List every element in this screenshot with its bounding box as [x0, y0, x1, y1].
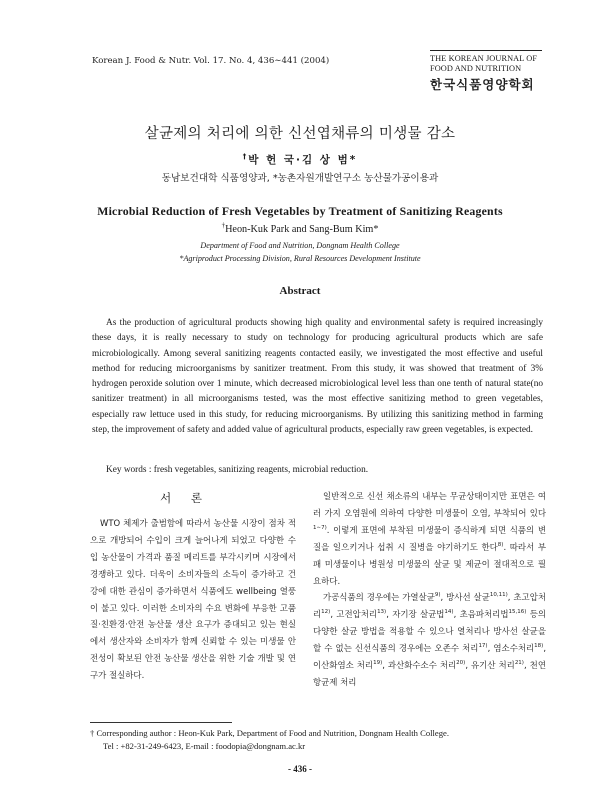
section-heading-introduction: 서 론	[160, 491, 210, 505]
text-run: , 유기산 처리	[465, 660, 515, 671]
citation: 10,11)	[489, 592, 508, 599]
affiliation-english-1: Department of Food and Nutrition, Dongnam Health College	[200, 241, 400, 250]
intro-left-column: WTO 체제가 출범함에 따라서 농산물 시장이 점차 적으로 개방되어 수입이 크게 늘어나게 되었고 다양한 수입 농산물이 가격과 품질 메리트를 부각시키며 시장에서 경쟁하고 있다. 더욱이 소비자들의 소득이 증가하고 건강에 대한 관심이 증가하면서 식품에도 wellbeing 열풍이 불고 있다. 이러한 소비자의 수요 변화에 부응한 고품질·친환경·안전 농산물 생산 요구가 증대되고 있는 현실에서 생산자와 소비자가 함께 신뢰할 수 있는 미생물 안전성이 확보된 안전 농산물 생산을 위한 기술 개발 및 연구가 절실하다.	[90, 518, 296, 681]
citation: 21)	[514, 660, 524, 667]
keywords: Key words : fresh vegetables, sanitizing reagents, microbial reduction.	[106, 465, 369, 475]
text-run: . 따라서 부패 미생물이나 병원성 미생물의 살균 및 제균이 절대적으로 필요하다.	[313, 541, 546, 586]
citation: 14)	[444, 609, 454, 616]
footnote-author: Corresponding author : Heon-Kuk Park, Department of Food and Nutrition, Dongnam Health College.	[96, 728, 449, 738]
title-english: Microbial Reduction of Fresh Vegetables by Treatment of Sanitizing Reagents	[97, 204, 503, 218]
text-run: , 과산화수소수 처리	[382, 660, 457, 671]
citation: 18)	[534, 643, 544, 650]
citation: 8)	[497, 541, 504, 548]
citation: 9)	[434, 592, 441, 599]
footnote-rule	[90, 722, 232, 723]
journal-citation: Korean J. Food & Nutr. Vol. 17. No. 4, 436∼441 (2004)	[92, 56, 330, 66]
abstract-text: As the production of agricultural products showing high quality and environmental safety is required increasingly these days, it is really necessary to study on technology for producing agricultural products which are safe microbiologically. Among several sanitizing reagents contacted easily, we investigated the most effective and useful method for reducing microorganisms by sanitizer treatment. From this study, it was showed that treatment of 3% hydrogen peroxide solution over 1 minute, which decreased microbiological level less than one tenth of natural state(no sanitizer treatment) in all microorganisms tested, was the most effective sanitizing method to green vegetables, especially raw lettuce used in this study, for reducing microorganisms. By utilizing this sanitizing method in farming step, the improvement of safety and added value of agricultural products, especially raw green vegetables, is expected.	[92, 318, 543, 436]
citation: 12)	[321, 609, 331, 616]
journal-box-rule	[430, 50, 542, 51]
footnote-line-2: Tel : +82-31-249-6423, E-mail : foodopia@dongnam.ac.kr	[103, 741, 306, 751]
journal-box	[430, 50, 542, 93]
text-run: 일반적으로 신선 채소류의 내부는 무균상태이지만 표면은 여러 가지 오염원에 의하여 다양한 미생물이 오염, 부착되어 있다	[313, 491, 546, 518]
footnote-line-1	[90, 728, 550, 738]
text-run: , 초음파처리법	[453, 609, 509, 620]
citation: 15,16)	[508, 609, 527, 616]
dagger-mark: †	[90, 728, 95, 738]
text-run: , 염소수처리	[487, 643, 535, 654]
authors-korean	[0, 152, 600, 167]
journal-korean-name: 한국식품영양학회	[430, 77, 535, 92]
dagger-mark: †	[221, 221, 226, 230]
affiliation-korean: 동남보건대학 식품영양과, *농촌자원개발연구소 농산물가공이용과	[161, 173, 439, 184]
intro-right-paragraph-2	[313, 589, 546, 690]
citation: 20)	[456, 660, 466, 667]
intro-right-column	[313, 488, 546, 691]
text-run: . 이렇게 표면에 부착된 미생물이 증식하게 되면 식품의 변질을 일으키거나 섭취 시 질병을 야기하기도 한다	[313, 524, 546, 552]
text-run: , 고전압처리	[330, 609, 378, 620]
citation: 13)	[377, 609, 387, 616]
text-run: , 초고압처리	[313, 592, 546, 620]
journal-box-line1: THE KOREAN JOURNAL OF	[430, 54, 538, 63]
citation: 1∼7)	[313, 525, 327, 531]
citation: 17)	[478, 643, 488, 650]
title-korean: 살균제의 처리에 의한 신선엽채류의 미생물 감소	[144, 126, 456, 142]
citation: 19)	[373, 660, 383, 667]
text-run: , 자기장 살균법	[386, 609, 445, 620]
affiliation-english-2: *Agriproduct Processing Division, Rural Resources Development Institute	[179, 254, 421, 263]
page-number: - 436 -	[288, 764, 312, 774]
intro-right-paragraph-1	[313, 488, 546, 589]
text-run: , 천연항균제 처리	[313, 660, 546, 687]
dagger-mark: †	[242, 152, 249, 161]
text-run: 가공식품의 경우에는 가열살균	[323, 592, 435, 603]
authors-korean-text: 박 헌 국·김 상 범*	[248, 154, 358, 166]
text-run: 등의 다양한 살균 방법을 적용할 수 있으나 열처리나 방사선 살균을 할 수 없는 신선식품의 경우에는 오존수 처리	[313, 609, 546, 654]
journal-box-line2: FOOD AND NUTRITION	[430, 64, 522, 73]
text-run: , 이산화염소 처리	[313, 643, 546, 671]
authors-english	[0, 221, 600, 235]
authors-english-text: Heon-Kuk Park and Sang-Bum Kim*	[225, 224, 379, 235]
text-run: , 방사선 살균	[440, 592, 490, 603]
abstract-heading: Abstract	[279, 285, 321, 297]
